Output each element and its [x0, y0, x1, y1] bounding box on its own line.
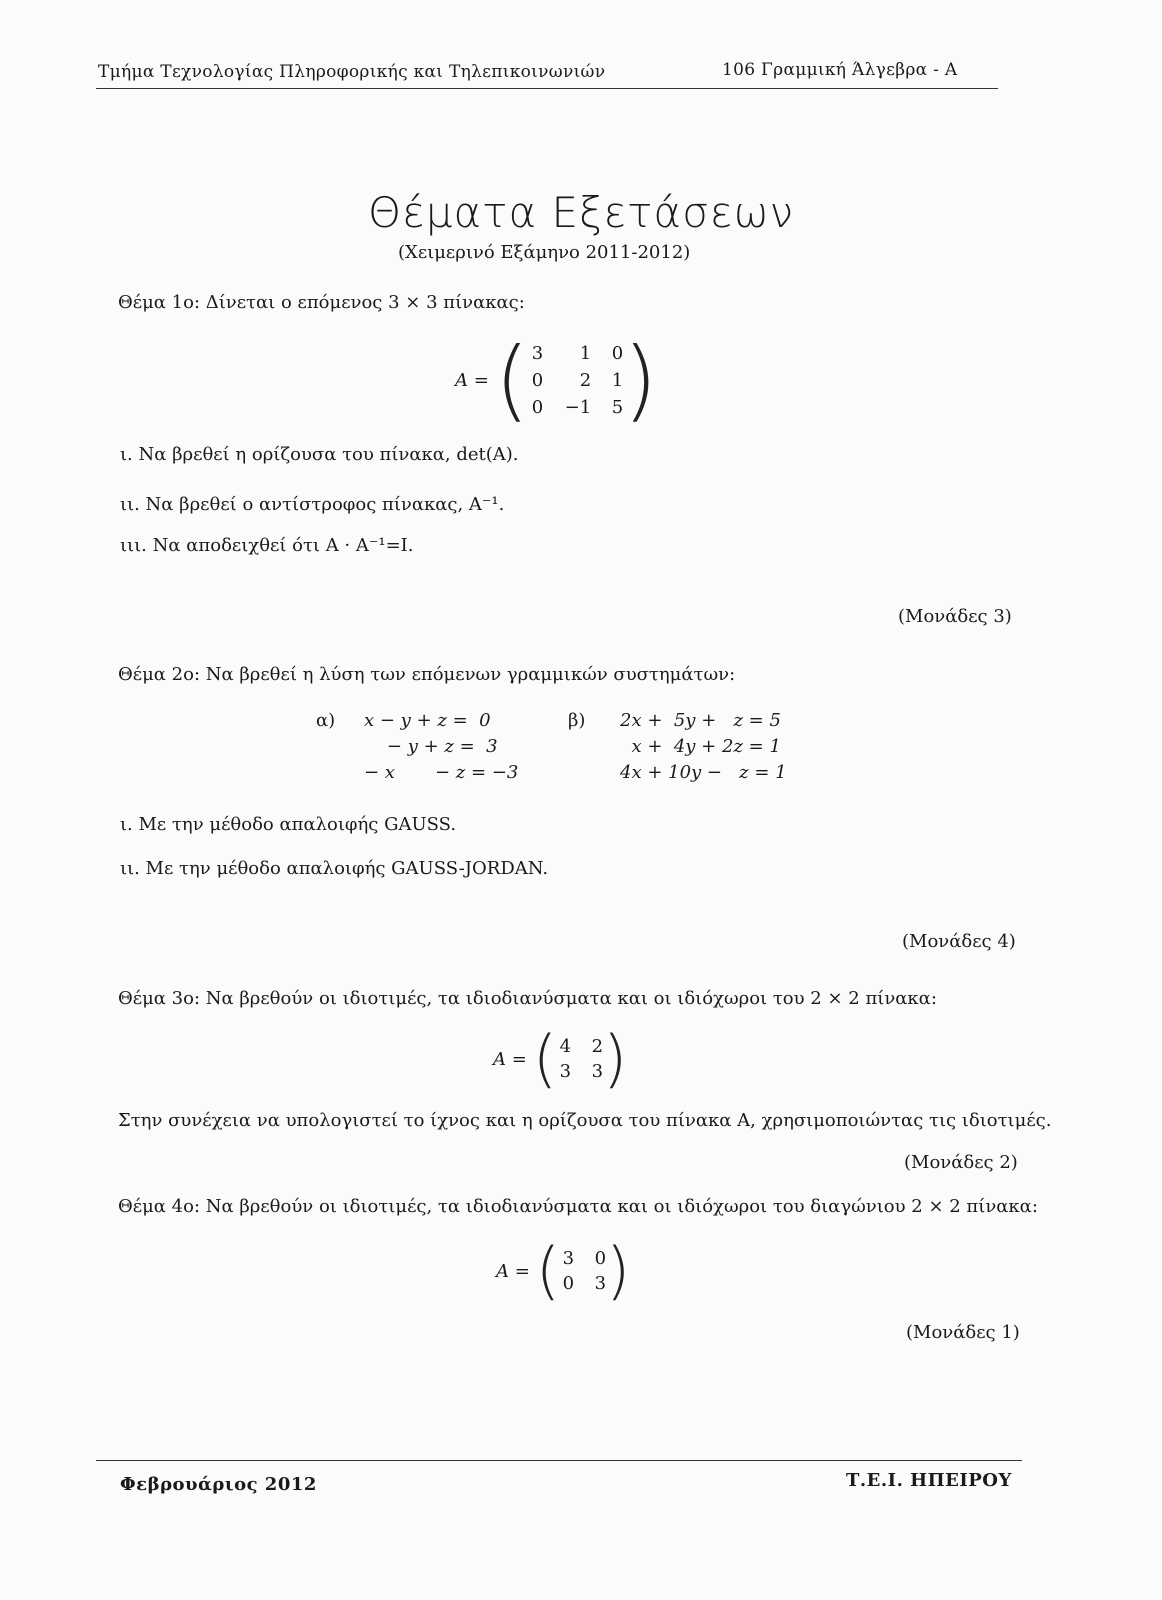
q1-item-1: ι. Να βρεθεί η ορίζουσα του πίνακα, det(A).: [120, 444, 519, 465]
header-course: 106 Γραμμική Άλγεβρα - Α: [722, 60, 958, 80]
q1-item-2: ιι. Να βρεθεί ο αντίστροφος πίνακας, A⁻¹.: [120, 494, 505, 515]
q3-followup: Στην συνέχεια να υπολογιστεί το ίχνος και η ορίζουσα του πίνακα A, χρησιμοποιώντας τις ιδιοτιμές.: [118, 1110, 1052, 1131]
matrix-cell: 0: [611, 342, 624, 364]
header-department: Τμήμα Τεχνολογίας Πληροφορικής και Τηλεπικοινωνιών: [98, 62, 606, 82]
q2-system-b-label: β): [568, 710, 586, 731]
matrix-cell: 3: [531, 342, 544, 364]
q3-matrix: A = ( 4 2 3 3 ): [493, 1022, 628, 1095]
q2-points: (Μονάδες 4): [902, 931, 1016, 952]
q4-matrix-grid: [560, 1248, 606, 1294]
matrix-cell: 3: [594, 1273, 607, 1294]
q2-system-b-eq2: x + 4y + 2z = 1: [620, 736, 781, 757]
footer-date: Φεβρουάριος 2012: [120, 1474, 317, 1495]
q2-item-2: ιι. Με την μέθοδο απαλοιφής GAUSS-JORDAN.: [120, 858, 549, 879]
footer-institution: Τ.Ε.Ι. ΗΠΕΙΡΟΥ: [846, 1470, 1012, 1491]
matrix-cell: 2: [579, 369, 592, 391]
q2-system-b: [568, 710, 787, 788]
matrix-cell: 0: [594, 1248, 607, 1269]
page-subtitle: (Χειμερινό Εξάμηνο 2011-2012): [398, 242, 691, 263]
q2-system-b-eq1: 2x + 5y + z = 5: [620, 710, 781, 731]
q3-matrix-label: A =: [493, 1048, 527, 1070]
matrix-cell: 2: [591, 1036, 604, 1057]
matrix-cell: 0: [531, 369, 544, 391]
matrix-cell: 5: [611, 396, 624, 418]
q2-system-a-eq1: x − y + z = 0: [364, 710, 491, 731]
q3-matrix-grid: [557, 1036, 603, 1082]
q1-matrix: A = ( 3 1 0 0 2 1 0 −1 5 ): [455, 328, 658, 431]
matrix-cell: 0: [562, 1273, 575, 1294]
footer-rule: [96, 1460, 1022, 1461]
q4-points: (Μονάδες 1): [906, 1322, 1020, 1343]
q4-intro: Θέμα 4ο: Να βρεθούν οι ιδιοτιμές, τα ιδιοδιανύσματα και οι ιδιόχωροι του διαγώνιου 2 × 2 πίνακα:: [118, 1196, 1038, 1217]
q2-system-a-eq2: − y + z = 3: [364, 736, 498, 757]
matrix-cell: 3: [591, 1061, 604, 1082]
q2-system-a-eq3: − x − z = −3: [364, 762, 519, 783]
q1-points: (Μονάδες 3): [898, 606, 1012, 627]
q4-matrix: A = ( 3 0 0 3 ): [496, 1234, 631, 1307]
q3-intro: Θέμα 3ο: Να βρεθούν οι ιδιοτιμές, τα ιδιοδιανύσματα και οι ιδιόχωροι του 2 × 2 πίνακα:: [118, 988, 937, 1009]
matrix-cell: 3: [562, 1248, 575, 1269]
q2-intro: Θέμα 2ο: Να βρεθεί η λύση των επόμενων γραμμικών συστημάτων:: [118, 664, 736, 685]
matrix-cell: 1: [579, 342, 592, 364]
q1-matrix-label: A =: [455, 369, 489, 391]
matrix-cell: 4: [559, 1036, 572, 1057]
header-rule: [96, 88, 998, 89]
q1-matrix-grid: [529, 343, 623, 418]
q3-points: (Μονάδες 2): [904, 1152, 1018, 1173]
matrix-cell: 0: [531, 396, 544, 418]
q4-matrix-label: A =: [496, 1260, 530, 1282]
q2-item-1: ι. Με την μέθοδο απαλοιφής GAUSS.: [120, 814, 457, 835]
matrix-cell: 1: [611, 369, 624, 391]
page-title: Θέματα Εξετάσεων: [368, 188, 795, 237]
q2-system-a: [316, 710, 518, 788]
matrix-cell: 3: [559, 1061, 572, 1082]
q2-system-b-eq3: 4x + 10y − z = 1: [620, 762, 787, 783]
matrix-cell: −1: [564, 396, 592, 418]
q2-system-a-label: α): [316, 710, 336, 731]
q1-intro: Θέμα 1ο: Δίνεται ο επόμενος 3 × 3 πίνακας:: [118, 292, 525, 313]
q1-item-3: ιιι. Να αποδειχθεί ότι A · A⁻¹=I.: [120, 535, 414, 556]
